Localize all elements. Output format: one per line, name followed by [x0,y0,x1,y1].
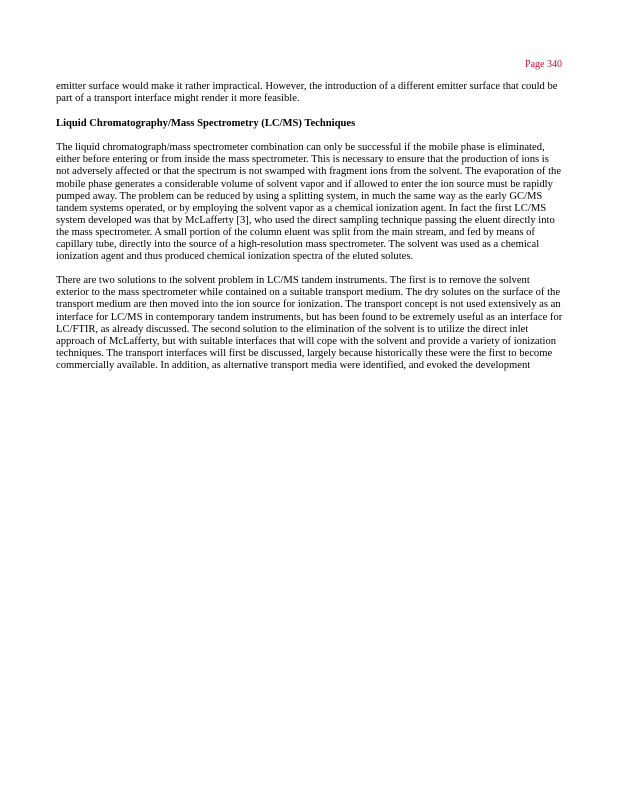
paragraph-lcms-intro: The liquid chromatograph/mass spectrometer combination can only be successful if the mobile phase is eliminated, either before entering or from inside the mass spectrometer. This is necessary to ensure that the production of ions is not adversely affected or that the spectrum is not swamped with fragment ions from the solvent. The evaporation of the mobile phase generates a considerable volume of solvent vapor and if allowed to enter the ion source must be rapidly pumped away. The problem can be reduced by using a splitting system, in much the same way as the early GC/MS tandem systems operated, or by employing the solvent vapor as a chemical ionization agent. In fact the first LC/MS system developed was that by McLafferty [3], who used the direct sampling technique passing the eluent directly into the mass spectrometer. A small portion of the column eluent was split from the main stream, and fed by means of capillary tube, directly into the source of a high-resolution mass spectrometer. The solvent was used as a chemical ionization agent and thus produced chemical ionization spectra of the eluted solutes. [56,142,562,263]
section-heading: Liquid Chromatography/Mass Spectrometry (LC/MS) Techniques [56,118,356,130]
paragraph-solvent-solutions: There are two solutions to the solvent problem in LC/MS tandem instruments. The first is to remove the solvent exterior to the mass spectrometer while contained on a suitable transport medium. The dry solutes on the surface of the transport medium are then moved into the ion source for ionization. The transport concept is not used extensively as an interface for LC/MS in contemporary tandem instruments, but has been found to be extremely useful as an interface for LC/FTIR, as already discussed. The second solution to the elimination of the solvent is to utilize the direct inlet approach of McLafferty, but with suitable interfaces that will cope with the solvent and provide a variety of ionization techniques. The transport interfaces will first be discussed, largely because historically these were the first to become commercially available. In addition, as alternative transport media were identified, and evoked the development [56,275,563,371]
paragraph-continuation: emitter surface would make it rather impractical. However, the introduction of a different emitter surface that could be part of a transport interface might render it more feasible. [56,81,558,105]
page-number: Page 340 [525,59,562,70]
page-body [56,81,564,372]
